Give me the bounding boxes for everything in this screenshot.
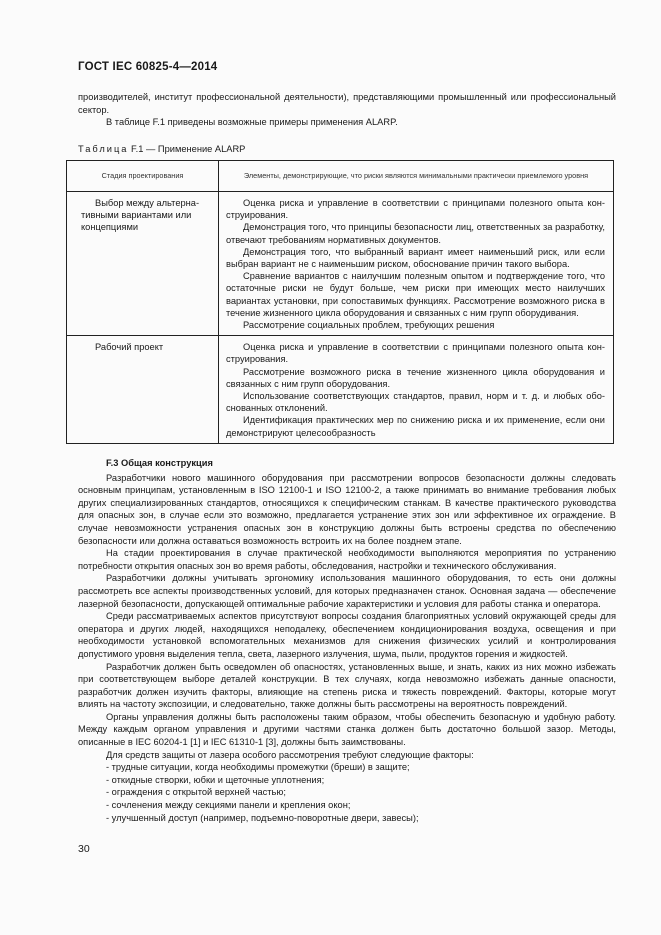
section-title: F.3 Общая конструкция <box>106 458 213 468</box>
table-caption <box>78 144 245 154</box>
section-paragraph: Разработчик должен быть осведомлен об опасностях, установленных выше, и знать, каких из них можно избежать при соответствующем выборе деталей конструкции. В тех случаях, когда невозможно избежать данные опасности, разработчик должен изучить факторы, влияющие на степень риска и тяжесть повреждений. Факторы, которые могут влиять на частоту экспозиции, и следовательно, также должны быть рассмотрены на вероятность повреждений. <box>78 661 616 710</box>
list-item: - сочленения между секциями панели и крепления окон; <box>106 800 351 811</box>
table-row <box>67 192 614 336</box>
element-item: Оценка риска и управление в соответствии с принципами полезного опыта конструирования. <box>226 342 605 365</box>
list-item: - ограждения с открытой верхней частью; <box>106 787 286 798</box>
elements-cell <box>219 192 614 336</box>
table-caption-prefix: Таблица <box>78 144 129 154</box>
element-item: Рассмотрение социальных проблем, требующих решения <box>243 320 495 331</box>
element-item: Демонстрация того, что принципы безопасности лиц, ответственных за разработку, отвечают требованиям нормативных документов. <box>226 222 605 245</box>
section-paragraph: На стадии проектирования в случае практической необходимости выполняются мероприятия по устранению потребности открытия опасных зон во время работы, обследования, настройки и технического обслуживания. <box>78 548 616 571</box>
element-item: Оценка риска и управление в соответствии с принципами полезного опыта конструирования. <box>226 198 605 221</box>
section-paragraph: Разработчики нового машинного оборудования при рассмотрении вопросов безопасности должны следовать основным принципам, установленным в ISO 12100-1 и ISO 12100-2, а также принимать во внимание требования любых других специализированных стандартов, относящихся к специфическим станкам. В качестве практического руководства для опасных зон, в случае если это возможно, предлагается устранение этих зон или эффективное их ограждение. В случае невозможности устранения опасных зон в конструкцию должны быть встроены средства по обеспечению безопасности или должна оставаться возможность встроить их на более позднем этапе. <box>78 472 616 546</box>
section-paragraph: Среди рассматриваемых аспектов присутствуют вопросы создания благоприятных условий окружающей среды для оператора и других людей, находящихся неподалеку, обеспечением кондиционирования воздуха, освещения и при необходимости установкой вспомогательных механизмов для снижения физических усилий и контролирования допустимого уровня выделения тепла, света, лазерного излучения, шума, пыли, продуктов горения и жидкостей. <box>78 611 616 659</box>
page-number: 30 <box>78 843 90 855</box>
intro-paragraph: В таблице F.1 приведены возможные примеры применения ALARP. <box>106 117 398 128</box>
factor-list <box>78 761 616 824</box>
list-item: - улучшенный доступ (например, подъемно-поворотные двери, завесы); <box>106 812 419 823</box>
table-header-row <box>67 161 614 192</box>
stage-label: Выбор между альтернативными вариантами или концепциями <box>81 198 200 233</box>
section-paragraph: Органы управления должны быть расположены таким образом, чтобы обеспечить безопасную и удобную работу. Между каждым органом управления и другими частями станка должен быть достаточно большой зазор. Методы, описанные в IEC 60204-1 [1] и IEC 61310-1 [3], должны быть заимствованы. <box>78 711 616 748</box>
element-item: Рассмотрение возможного риска в течение жизненного цикла оборудования и связанных с ним групп оборудования. <box>226 366 605 389</box>
column-header-elements: Элементы, демонстрирующие, что риски являются минимальными практически приемлемого уровня <box>219 161 614 192</box>
element-item: Сравнение вариантов с наилучшим полезным опытом и подтверждение того, что остаточные риски не будут больше, чем риски при имеющих место наилучших вариантах установки, при сопоставимых функциях. Рассмотрение возможного риска в течение жизненного цикла оборудования и связанных с ним групп оборудивания. <box>226 271 605 318</box>
document-header: ГОСТ IEC 60825-4—2014 <box>78 61 218 73</box>
table-caption-title: F.1 — Применение ALARP <box>128 144 246 154</box>
column-header-stage: Стадия проектирования <box>67 161 219 192</box>
element-item: Демонстрация того, что выбранный вариант имеет наименьший риск, или если выбран вариант не с наименьшим риском, обоснование причин такого выбора. <box>226 246 605 270</box>
stage-cell <box>67 192 219 336</box>
elements-cell <box>219 336 614 444</box>
stage-cell <box>67 336 219 444</box>
element-item: Использование соответствующих стандартов, правил, норм и т. д. и любых обоснованных отклонений. <box>226 391 605 414</box>
section-paragraph: Для средств защиты от лазера особого рассмотрения требуют следующие факторы: <box>106 749 474 760</box>
section-paragraph: Разработчики должны учитывать эргономику использования машинного оборудования, то есть они должны рассмотреть все аспекты производственных условий, для которых предназначен станок. Основная задача — обеспечение лазерной безопасности, допускающей оптимальные рабочие характеристики и условия для работы станка и оператора. <box>78 573 616 609</box>
list-item: - откидные створки, юбки и щеточные уплотнения; <box>106 774 325 785</box>
list-item: - трудные ситуации, когда необходимы промежутки (бреши) в защите; <box>106 762 410 773</box>
element-item: Идентификация практических мер по снижению риска и их применение, если они демонстрируют целесообразность <box>226 415 605 438</box>
section-f3 <box>78 457 616 824</box>
alarp-table <box>66 160 614 444</box>
intro-text <box>78 91 616 129</box>
stage-label: Рабочий проект <box>95 342 164 353</box>
intro-paragraph: производителей, институт профессиональной деятельности), представляющими промышленный или профессиональный сектор. <box>78 92 616 115</box>
table-row <box>67 336 614 444</box>
